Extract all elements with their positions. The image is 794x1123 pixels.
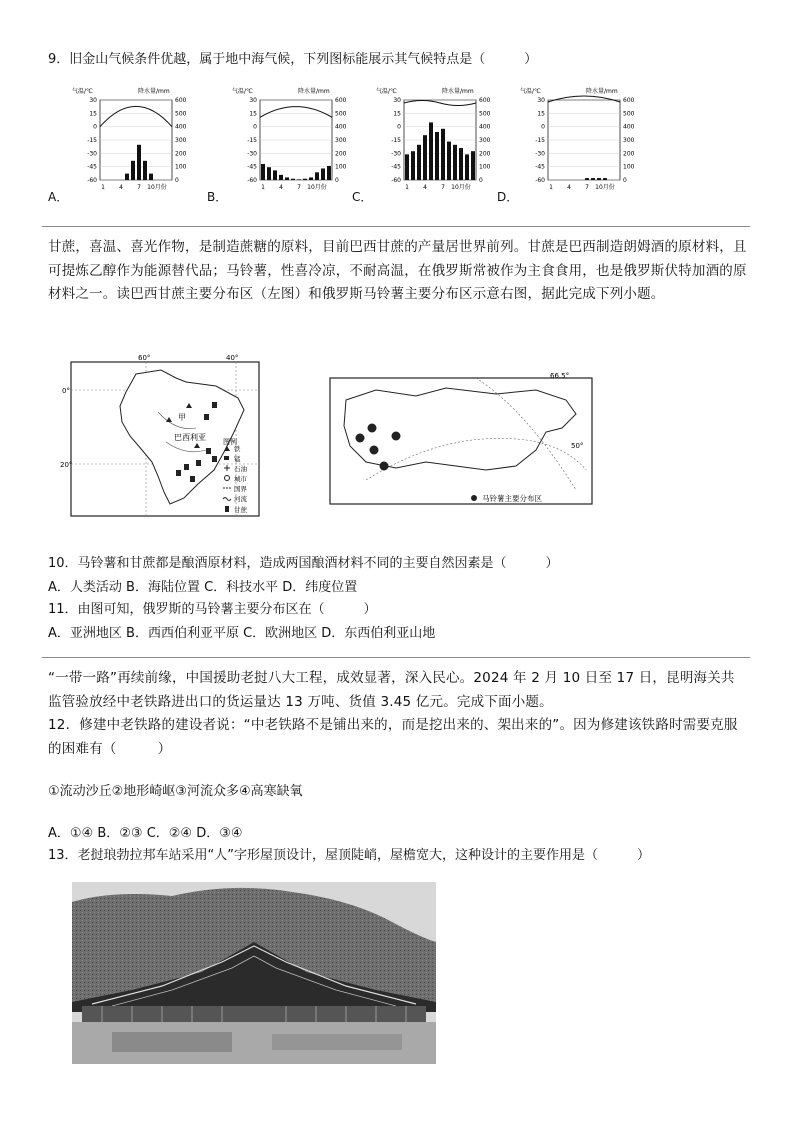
temp-tick: -30: [535, 150, 545, 158]
precip-bar: [149, 174, 153, 180]
precip-bar: [417, 145, 421, 180]
temp-tick: -15: [535, 137, 545, 144]
temp-tick: -30: [391, 150, 401, 158]
precip-tick: 300: [479, 137, 491, 144]
temp-tick: -45: [247, 163, 257, 171]
legend-manganese: 锰: [234, 455, 241, 463]
precip-bar: [291, 179, 295, 180]
temp-tick: 15: [537, 110, 545, 118]
lat-label-66-5: 66.5°: [550, 372, 570, 380]
temp-tick: 0: [253, 123, 257, 131]
precip-bar: [597, 178, 601, 180]
month-tick: 1: [549, 184, 553, 191]
precip-bar: [273, 170, 277, 180]
passage-china-laos-railway: “一带一路”再续前缘，中国援助老挝八大工程，成效显著，深入民心。2024 年 2 月 10 日至 17 日，昆明海关共监管验放经中老铁路进出口的货运量达 13 万吨、货值 3.45 亿元。完成下面小题。: [48, 670, 735, 710]
precip-bar: [423, 135, 427, 180]
precip-tick: 300: [623, 137, 635, 144]
temp-tick: 0: [397, 123, 401, 131]
temp-tick: 15: [89, 110, 97, 118]
precip-tick: 100: [623, 163, 635, 171]
lat-label-20: 20°: [60, 461, 73, 469]
month-tick: 4: [279, 184, 283, 191]
precip-tick: 400: [175, 123, 187, 131]
sugarcane-icon: [225, 506, 229, 512]
precip-bar: [143, 161, 147, 180]
precip-bar: [447, 142, 451, 180]
q9-stem: 9．旧金山气候条件优越，属于地中海气候，下列图标能展示其气候特点是（ ）: [48, 52, 538, 67]
precip-bar: [453, 145, 457, 180]
month-tick: 7: [441, 184, 445, 191]
month-tick: 7: [137, 184, 141, 191]
temp-axis-title: 气温/℃: [376, 88, 397, 95]
climate-chart-b: [232, 84, 360, 194]
precip-bar: [435, 132, 439, 180]
temp-tick: -60: [87, 177, 97, 184]
precip-bar: [471, 151, 475, 180]
q12-stem: 12．修建中老铁路的建设者说：“中老铁路不是铺出来的，而是挖出来的、架出来的”。因为修建该铁路时需要克服的困难有（ ）: [48, 717, 738, 757]
precip-tick: 600: [623, 97, 635, 104]
precip-bar: [429, 122, 433, 180]
precip-tick: 600: [175, 97, 187, 104]
month-tick: 1: [405, 184, 409, 191]
lon-label-60: 60°: [138, 354, 151, 362]
temperature-curve: [100, 106, 172, 126]
temp-tick: -45: [87, 163, 97, 171]
month-tick: 10月份: [451, 184, 471, 191]
precip-tick: 100: [335, 163, 347, 171]
potato-legend-icon: [471, 495, 477, 501]
brasilia-label: 巴西利亚: [174, 433, 206, 442]
lon-label-40: 40°: [226, 354, 239, 362]
passage-sugarcane-potato: 甘蔗，喜温、喜光作物，是制造蔗糖的原料，目前巴西甘蔗的产量居世界前列。甘蔗是巴西制造朗姆酒的原材料，且可提炼乙醇作为能源替代品；马铃薯，性喜冷凉，不耐高温，在俄罗斯常被作为主食食用，也是俄罗斯伏特加酒的原材料之一。读巴西甘蔗主要分布区（左图）和俄罗斯马铃薯主要分布区示意右图，据此完成下列小题。: [48, 239, 747, 302]
legend-title: 图例: [223, 438, 237, 446]
temp-tick: -15: [87, 137, 97, 144]
temperature-curve: [260, 107, 332, 118]
precip-tick: 500: [335, 110, 347, 118]
legend-border: 国界: [234, 485, 247, 493]
precip-tick: 0: [175, 177, 179, 184]
month-tick: 7: [297, 184, 301, 191]
legend-sugarcane: 甘蔗: [234, 506, 247, 514]
month-tick: 1: [101, 184, 105, 191]
precip-bar: [279, 175, 283, 180]
precip-tick: 300: [175, 137, 187, 144]
precip-axis-title: 降水量/mm: [298, 88, 330, 95]
precip-axis-title: 降水量/mm: [138, 88, 170, 95]
q9-option-b-label: B．: [207, 190, 228, 204]
precip-bar: [321, 168, 325, 180]
temp-axis-title: 气温/℃: [232, 88, 253, 95]
temp-tick: 30: [537, 97, 545, 104]
temp-tick: -60: [391, 177, 401, 184]
precip-tick: 200: [175, 150, 187, 158]
brazil-sugarcane-map: [60, 352, 264, 518]
precip-tick: 0: [479, 177, 483, 184]
climate-chart-a: [72, 84, 200, 194]
precip-axis-title: 降水量/mm: [586, 88, 618, 95]
q11-options: A．亚洲地区 B．西西伯利亚平原 C．欧洲地区 D．东西伯利亚山地: [48, 626, 436, 641]
temp-tick: -30: [87, 150, 97, 158]
legend-river: 河流: [234, 495, 247, 503]
precip-bar: [411, 151, 415, 180]
month-tick: 7: [585, 184, 589, 191]
temp-tick: 15: [393, 110, 401, 118]
temp-tick: -15: [391, 137, 401, 144]
temp-tick: -30: [247, 150, 257, 158]
precip-bar: [297, 179, 301, 180]
precip-tick: 100: [175, 163, 187, 171]
precip-tick: 0: [335, 177, 339, 184]
legend-oil: 石油: [234, 465, 247, 473]
month-tick: 4: [567, 184, 571, 191]
q13-stem: 13．老挝琅勃拉邦车站采用“人”字形屋顶设计，屋顶陡峭，屋檐宽大，这种设计的主要作用是（ ）: [48, 848, 651, 863]
precip-bar: [285, 177, 289, 180]
potato-legend-label: 马铃薯主要分布区: [482, 494, 542, 503]
precip-bar: [591, 178, 595, 180]
precip-bar: [459, 148, 463, 180]
q10-options: A．人类活动 B．海陆位置 C．科技水平 D．纬度位置: [48, 580, 358, 595]
divider: [42, 657, 750, 658]
manganese-icon: [224, 456, 229, 460]
climate-chart-c: [376, 84, 504, 194]
legend-iron: 铁: [234, 445, 241, 453]
precip-bar: [315, 172, 319, 180]
precip-tick: 400: [479, 123, 491, 131]
russia-potato-map: [326, 370, 594, 506]
precip-bar: [309, 177, 313, 180]
divider: [42, 226, 750, 227]
precip-tick: 400: [623, 123, 635, 131]
q11-stem: 11．由图可知，俄罗斯的马铃薯主要分布区在（ ）: [48, 602, 377, 617]
month-tick: 1: [261, 184, 265, 191]
place-jia-label: 甲: [178, 413, 186, 422]
precip-tick: 500: [175, 110, 187, 118]
temp-tick: 0: [93, 123, 97, 131]
precip-bar: [405, 154, 409, 180]
precip-tick: 600: [479, 97, 491, 104]
precip-tick: 200: [623, 150, 635, 158]
month-tick: 4: [119, 184, 123, 191]
temp-tick: -60: [247, 177, 257, 184]
precip-bar: [303, 179, 307, 180]
precip-tick: 300: [335, 137, 347, 144]
q10-stem: 10．马铃薯和甘蔗都是酿酒原材料，造成两国酿酒材料不同的主要自然因素是（ ）: [48, 556, 559, 571]
q9-option-a-label: A．: [48, 190, 69, 204]
temp-tick: -15: [247, 137, 257, 144]
precip-tick: 400: [335, 123, 347, 131]
precip-bar: [603, 178, 607, 180]
temp-tick: 15: [249, 110, 257, 118]
precip-axis-title: 降水量/mm: [442, 88, 474, 95]
precip-bar: [267, 167, 271, 180]
q9-option-d-label: D．: [497, 190, 519, 204]
precip-bar: [125, 174, 129, 180]
month-tick: 10月份: [595, 184, 615, 191]
q12-items: ①流动沙丘②地形崎岖③河流众多④高寒缺氧: [48, 784, 303, 799]
q9-option-c-label: C．: [352, 190, 373, 204]
temp-tick: -45: [391, 163, 401, 171]
temp-tick: 30: [89, 97, 97, 104]
temp-tick: 30: [393, 97, 401, 104]
precip-tick: 100: [479, 163, 491, 171]
precip-tick: 500: [479, 110, 491, 118]
precip-tick: 0: [623, 177, 627, 184]
month-tick: 10月份: [307, 184, 327, 191]
climate-chart-d: [520, 84, 648, 194]
temp-tick: -60: [535, 177, 545, 184]
precip-bar: [261, 164, 265, 180]
temperature-curve: [548, 96, 620, 102]
precip-bar: [327, 166, 331, 180]
month-tick: 10月份: [147, 184, 167, 191]
precip-bar: [441, 129, 445, 180]
precip-bar: [465, 154, 469, 180]
precip-bar: [585, 178, 589, 180]
legend-city: 城市: [234, 475, 247, 483]
lat-label-0: 0°: [62, 387, 70, 395]
luang-prabang-station-photo: [72, 882, 436, 1064]
precip-bar: [131, 161, 135, 180]
temp-axis-title: 气温/℃: [520, 88, 541, 95]
precip-tick: 500: [623, 110, 635, 118]
precip-tick: 200: [479, 150, 491, 158]
precip-bar: [137, 145, 141, 180]
temp-tick: 30: [249, 97, 257, 104]
temp-tick: -45: [535, 163, 545, 171]
q12-options: A．①④ B．②③ C．②④ D．③④: [48, 826, 243, 841]
temp-tick: 0: [541, 123, 545, 131]
temperature-curve: [404, 101, 476, 106]
month-tick: 4: [423, 184, 427, 191]
lat-label-50: 50°: [571, 442, 584, 450]
precip-tick: 200: [335, 150, 347, 158]
temp-axis-title: 气温/℃: [72, 88, 93, 95]
precip-tick: 600: [335, 97, 347, 104]
